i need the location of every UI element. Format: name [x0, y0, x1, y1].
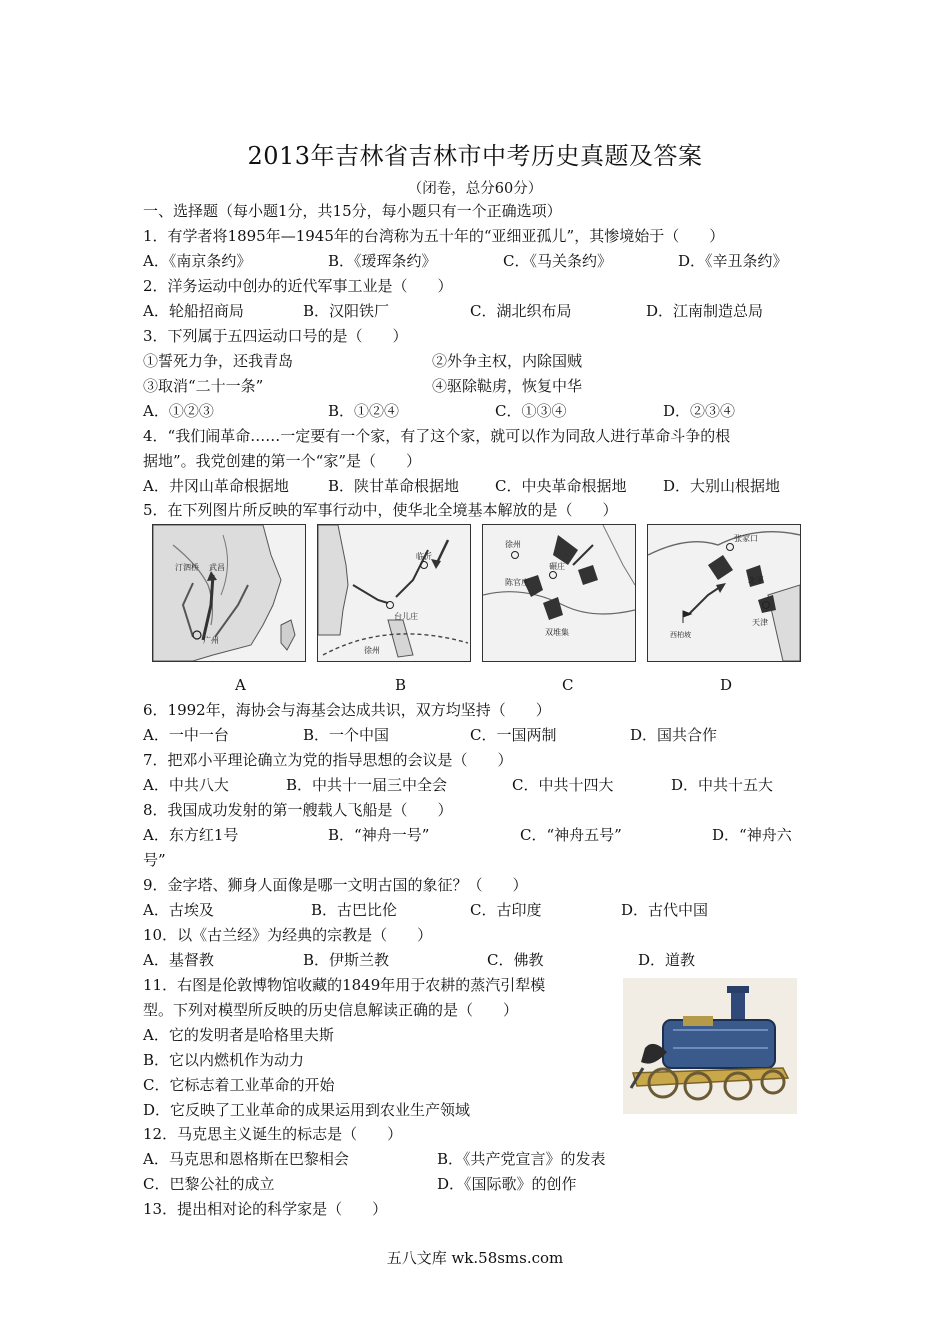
question-3-option-c: C．①③④	[495, 402, 567, 420]
map-d-label-beiping: 北平	[748, 576, 764, 585]
map-c-drawing	[483, 525, 635, 661]
map-b-label-linyi: 临沂	[416, 552, 432, 561]
question-4-option-a: A．井冈山革命根据地	[143, 477, 289, 495]
question-10-option-a: A．基督教	[143, 951, 214, 969]
question-10-option-c: C．佛教	[487, 951, 544, 969]
page-title: 2013年吉林省吉林市中考历史真题及答案	[247, 142, 703, 170]
page-subtitle: （闭卷，总分60分）	[407, 181, 543, 197]
question-13-stem: 13．提出相对论的科学家是（ ）	[143, 1200, 388, 1218]
question-8-option-d: D．“神舟六	[712, 826, 792, 844]
question-3-option-d: D．②③④	[663, 402, 736, 420]
question-3-item-1: ①誓死力争，还我青岛	[143, 352, 294, 370]
question-1-stem: 1．有学者将1895年—1945年的台湾称为五十年的“亚细亚孤儿”，其惨境始于（ ）	[143, 227, 725, 245]
question-3-option-a: A．①②③	[143, 402, 214, 420]
question-6-option-c: C．一国两制	[470, 726, 557, 744]
question-11-option-a: A．它的发明者是哈格里夫斯	[143, 1026, 334, 1044]
page-footer-watermark: 五八文库 wk.58sms.com	[386, 1249, 564, 1267]
question-1-option-a: A．《南京条约》	[143, 252, 252, 270]
map-d-label-tianjin: 天津	[752, 618, 768, 627]
question-1-option-c: C．《马关条约》	[503, 252, 612, 270]
question-12-option-c: C．巴黎公社的成立	[143, 1175, 275, 1193]
question-4-option-c: C．中央革命根据地	[495, 477, 627, 495]
question-2-option-c: C．湖北织布局	[470, 302, 572, 320]
question-9-stem: 9．金字塔、狮身人面像是哪一文明古国的象征？（ ）	[143, 876, 528, 894]
question-7-option-d: D．中共十五大	[671, 776, 774, 794]
question-8-option-a: A．东方红1号	[143, 826, 239, 844]
question-11-stem-line2: 型。下列对模型所反映的历史信息解读正确的是（ ）	[143, 1001, 519, 1019]
question-3-stem: 3．下列属于五四运动口号的是（ ）	[143, 327, 408, 345]
question-2-option-a: A．轮船招商局	[143, 302, 244, 320]
question-8-option-b: B．“神舟一号”	[328, 826, 430, 844]
question-9-option-a: A．古埃及	[143, 901, 214, 919]
map-c-huaihai	[482, 524, 636, 662]
map-b-label-taierzhuang: 台儿庄	[394, 612, 418, 621]
question-1-option-d: D．《辛丑条约》	[678, 252, 788, 270]
map-b-drawing	[318, 525, 470, 661]
map-d-label-xibaipo: 西柏坡	[670, 631, 691, 639]
question-12-option-b: B．《共产党宣言》的发表	[437, 1150, 606, 1168]
question-8-option-d-continued: 号”	[143, 851, 166, 869]
question-7-option-a: A．中共八大	[143, 776, 229, 794]
map-label-c: C	[562, 676, 574, 694]
question-6-option-b: B．一个中国	[303, 726, 390, 744]
question-3-option-b: B．①②④	[328, 402, 400, 420]
map-a-drawing	[153, 525, 305, 661]
question-6-stem: 6．1992年，海协会与海基会达成共识，双方均坚持（ ）	[143, 701, 551, 719]
map-c-label-xuzhou: 徐州	[505, 540, 521, 549]
map-c-label-nianzhuang: 碾庄	[549, 562, 565, 571]
question-6-option-a: A．一中一台	[143, 726, 229, 744]
map-d-drawing	[648, 525, 800, 661]
map-b-taierzhuang	[317, 524, 471, 662]
question-10-option-b: B．伊斯兰教	[303, 951, 390, 969]
question-7-option-c: C．中共十四大	[512, 776, 614, 794]
steam-plough-drawing	[623, 978, 797, 1114]
question-1-option-b: B．《瑷珲条约》	[328, 252, 437, 270]
question-4-stem-line1: 4．“我们闹革命……一定要有一个家，有了这个家，就可以作为同敌人进行革命斗争的根	[143, 427, 731, 445]
steam-plough-model-photo	[623, 978, 797, 1114]
question-11-option-c: C．它标志着工业革命的开始	[143, 1076, 335, 1094]
question-8-stem: 8．我国成功发射的第一艘载人飞船是（ ）	[143, 801, 453, 819]
question-10-stem: 10．以《古兰经》为经典的宗教是（ ）	[143, 926, 433, 944]
map-label-d: D	[720, 676, 733, 694]
map-a-label-guangzhou: 广州	[203, 636, 219, 645]
question-10-option-d: D．道教	[638, 951, 696, 969]
map-a-label-tingsiqiao: 汀泗桥	[175, 563, 199, 572]
question-11-option-b: B．它以内燃机作为动力	[143, 1051, 305, 1069]
map-d-pingjin	[647, 524, 801, 662]
map-d-label-zhangjiakou: 张家口	[734, 534, 758, 543]
question-4-option-d: D．大别山根据地	[663, 477, 781, 495]
question-9-option-c: C．古印度	[470, 901, 542, 919]
question-3-item-3: ③取消“二十一条”	[143, 377, 264, 395]
question-7-stem: 7．把邓小平理论确立为党的指导思想的会议是（ ）	[143, 751, 513, 769]
section-heading: 一、选择题（每小题1分，共15分，每小题只有一个正确选项）	[143, 202, 562, 220]
question-11-option-d: D．它反映了工业革命的成果运用到农业生产领域	[143, 1101, 471, 1119]
question-3-item-4: ④驱除鞑虏，恢复中华	[432, 377, 583, 395]
question-2-option-b: B．汉阳铁厂	[303, 302, 390, 320]
question-12-stem: 12．马克思主义诞生的标志是（ ）	[143, 1125, 403, 1143]
question-8-option-c: C．“神舟五号”	[520, 826, 622, 844]
question-4-option-b: B．陕甘革命根据地	[328, 477, 460, 495]
question-12-option-a: A．马克思和恩格斯在巴黎相会	[143, 1150, 349, 1168]
map-a-label-wuchang: 武昌	[209, 563, 225, 572]
question-6-option-d: D．国共合作	[630, 726, 718, 744]
question-4-stem-line2: 据地”。我党创建的第一个“家”是（ ）	[143, 452, 422, 470]
question-5-stem: 5．在下列图片所反映的军事行动中，使华北全境基本解放的是（ ）	[143, 501, 618, 519]
question-9-option-b: B．古巴比伦	[311, 901, 398, 919]
question-12-option-d: D．《国际歌》的创作	[437, 1175, 577, 1193]
question-2-option-d: D．江南制造总局	[646, 302, 764, 320]
question-9-option-d: D．古代中国	[621, 901, 709, 919]
map-b-label-xuzhou: 徐州	[364, 646, 380, 655]
question-7-option-b: B．中共十一届三中全会	[286, 776, 448, 794]
question-3-item-2: ②外争主权，内除国贼	[432, 352, 583, 370]
question-11-stem-line1: 11．右图是伦敦博物馆收藏的1849年用于农耕的蒸汽引犁模	[143, 976, 546, 994]
map-c-label-shuangduiji: 双堆集	[545, 628, 569, 637]
map-label-a: A	[235, 676, 246, 694]
map-label-b: B	[395, 676, 407, 694]
map-c-label-chenguanzhuang: 陈官庄	[505, 578, 529, 587]
map-a-northern-expedition	[152, 524, 306, 662]
question-2-stem: 2．洋务运动中创办的近代军事工业是（ ）	[143, 277, 453, 295]
